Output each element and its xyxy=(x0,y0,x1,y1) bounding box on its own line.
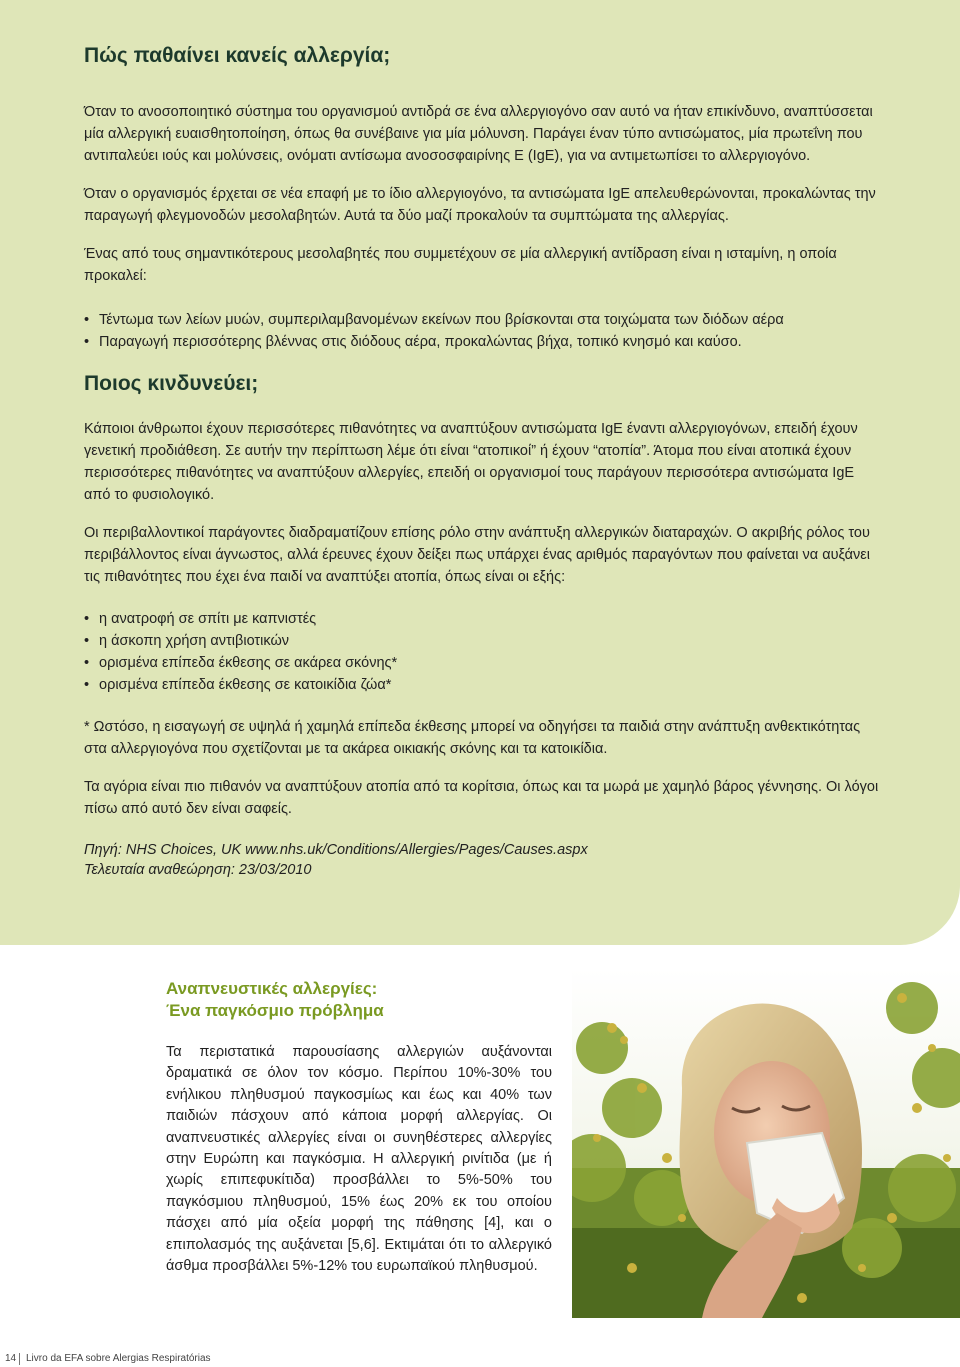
section-title-who-at-risk: Ποιος κινδυνεύει; xyxy=(84,372,259,395)
list-item: • ορισμένα επίπεδα έκθεσης σε κατοικίδια ζώα* xyxy=(84,674,884,696)
title-line-1: Αναπνευστικές αλλεργίες: xyxy=(166,979,378,998)
list-item: • η ανατροφή σε σπίτι με καπνιστές xyxy=(84,608,884,630)
lower-section xyxy=(0,960,960,1367)
section-title-how-allergy: Πώς παθαίνει κανείς αλλεργία; xyxy=(84,44,391,67)
paragraph: Όταν ο οργανισμός έρχεται σε νέα επαφή με το ίδιο αλλεργιογόνο, τα αντισώματα IgE απελευθερώνονται, προκαλώντας την παραγωγή φλεγμονοδών μεσολαβητών. Αυτά τα δύο μαζί προκαλούν τα συμπτώματα της αλλεργίας. xyxy=(84,186,876,224)
section-title-respiratory-allergies xyxy=(166,978,384,1022)
publication-title: Livro da EFA sobre Alergias Respiratórias xyxy=(26,1353,211,1364)
sneezing-woman-photo xyxy=(572,968,960,1318)
list-item: • η άσκοπη χρήση αντιβιοτικών xyxy=(84,630,884,652)
paragraph: Όταν το ανοσοποιητικό σύστημα του οργανισμού αντιδρά σε ένα αλλεργιογόνο σαν αυτό να ήταν επικίνδυνο, αναπτύσσεται μία αλλεργική ευαισθητοποίηση, όπως θα συνέβαινε για μία μόλυνση. Παράγει έναν τύπο αντισώματος, μία πρωτεΐνη που αντιπαλεύει ιούς και μολύνσεις, ονόματι αντίσωμα ανοσοσφαιρίνης E (IgE), για να αντιμετωπίσει το αλλεργιογόνο. xyxy=(84,104,873,164)
panel-content xyxy=(84,44,884,880)
page-number: 14 xyxy=(5,1353,17,1364)
risk-factors-list xyxy=(84,608,884,696)
title-line-2: Ένα παγκόσμιο πρόβλημα xyxy=(166,1001,384,1020)
paragraph: Ένας από τους σημαντικότερους μεσολαβητές που συμμετέχουν σε μία αλλεργική αντίδραση είναι η ισταμίνη, η οποία προκαλεί: xyxy=(84,246,837,284)
paragraph: Κάποιοι άνθρωποι έχουν περισσότερες πιθανότητες να αναπτύξουν αντισώματα IgE έναντι αλλεργιογόνων, επειδή έχουν γενετική προδιάθεση. Σε αυτήν την περίπτωση λέμε ότι είναι “ατοπικοί” ή έχουν “ατοπία”. Άτομα που είναι ατοπικά έχουν περισσότερες πιθανότητες να αναπτύξουν αλλεργίες, επειδή οι οργανισμοί τους παράγουν περισσότερα αντισώματα IgE από το φυσιολογικό. xyxy=(84,421,858,503)
footnote: * Ωστόσο, η εισαγωγή σε υψηλά ή χαμηλά επίπεδα έκθεσης μπορεί να οδηγήσει τα παιδιά στην ανάπτυξη ανθεκτικότητας στα αλλεργιογόνα που σχετίζονται με τα ακάρεα οικιακής σκόνης και τα κατοικίδια. xyxy=(84,719,861,757)
list-item: • Τέντωμα των λείων μυών, συμπεριλαμβανομένων εκείνων που βρίσκονται στα τοιχώματα των διόδων αέρα xyxy=(84,309,884,331)
footer-divider xyxy=(19,1353,20,1365)
list-item: • ορισμένα επίπεδα έκθεσης σε ακάρεα σκόνης* xyxy=(84,652,884,674)
source-citation: Πηγή: NHS Choices, UK www.nhs.uk/Conditions/Allergies/Pages/Causes.aspx xyxy=(84,842,588,858)
paragraph: Τα αγόρια είναι πιο πιθανόν να αναπτύξουν ατοπία από τα κορίτσια, όπως και τα μωρά με χαμηλό βάρος γέννησης. Οι λόγοι πίσω από αυτό δεν είναι σαφείς. xyxy=(84,779,879,817)
respiratory-allergies-text: Τα περιστατικά παρουσίασης αλλεργιών αυξάνονται δραματικά σε όλον τον κόσμο. Περίπου 10%-30% του ενήλικου πληθυσμού παγκοσμίως και έως και 40% των παιδιών πάσχουν από κάποια μορφή αλλεργίας. Οι αναπνευστικές αλλεργίες είναι οι συνηθέστερες αλλεργίες στην Ευρώπη και παγκόσμια. Η αλλεργική ρινίτιδα (με ή χωρίς επιπεφυκίτιδα) προσβάλλει το 5%-50% του παγκόσμιου πληθυσμού, 15% έως 20% εκ του οποίου πάσχει από μία οξεία μορφή της πάθησης [4], και ο επιπολασμός της αυξάνεται [5,6]. Εκτιμάται ότι το αλλεργικό άσθμα προσβάλλει 5%-12% του ευρωπαϊκού πληθυσμού. xyxy=(166,1044,552,1275)
page-footer xyxy=(0,1352,960,1367)
histamine-effects-list xyxy=(84,309,884,353)
list-item: • Παραγωγή περισσότερης βλέννας στις διόδους αέρα, προκαλώντας βήχα, τοπικό κνησμό και καύσο. xyxy=(84,331,884,353)
paragraph: Οι περιβαλλοντικοί παράγοντες διαδραματίζουν επίσης ρόλο στην ανάπτυξη αλλεργικών διαταραχών. Ο ακριβής ρόλος του περιβάλλοντος είναι άγνωστος, αλλά έρευνες έχουν δείξει πως υπάρχει ένας αριθμός παραγόντων που φαίνεται να αυξάνει τις πιθανότητες που έχει ένα παιδί να αναπτύξει ατοπία, όπως είναι οι εξής: xyxy=(84,525,870,585)
last-updated: Τελευταία αναθεώρηση: 23/03/2010 xyxy=(84,862,312,878)
